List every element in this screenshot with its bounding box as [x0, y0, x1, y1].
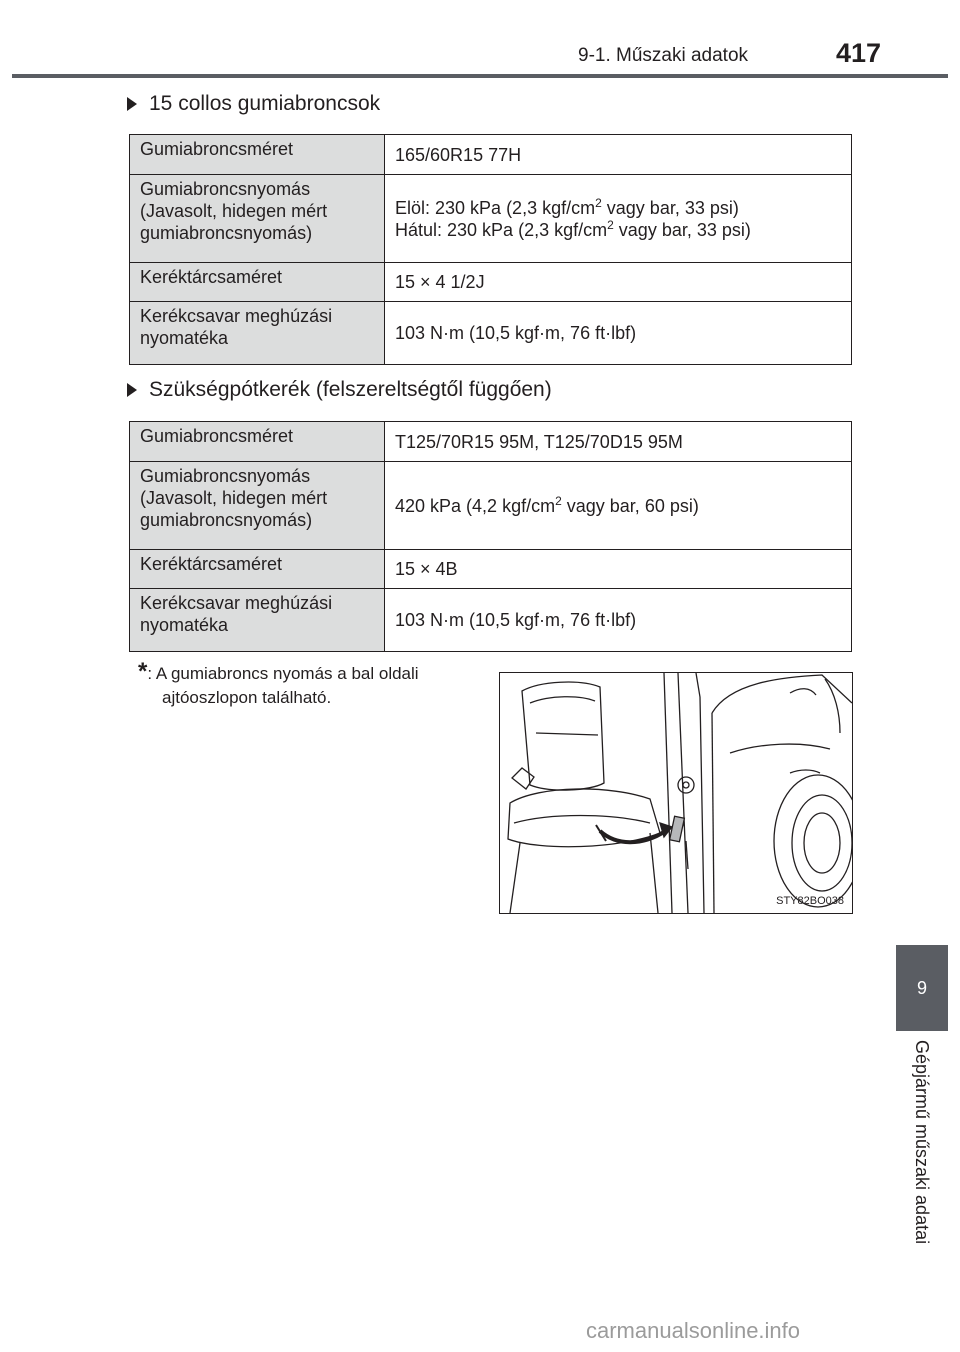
table-row [130, 175, 852, 263]
row-label: Gumiabroncsméret [130, 135, 385, 175]
table-row [130, 462, 852, 550]
car-seat-door-drawing [500, 673, 852, 913]
row-value: 15 × 4B [385, 550, 852, 589]
table-row [130, 550, 852, 589]
row-label: Kerékcsavar meghúzási nyomatéka [130, 302, 385, 365]
row-value: 15 × 4 1/2J [385, 263, 852, 302]
section-heading-text: Szükségpótkerék (felszereltségtől függően) [149, 378, 552, 401]
header-divider [12, 74, 948, 78]
row-value: 420 kPa (4,2 kgf/$cm^2$ vagy bar, 60 psi) [385, 462, 852, 550]
row-label: Gumiabroncsnyomás (Javasolt, hidegen mért gumiabroncsnyomás) [130, 462, 385, 550]
page-number: 417 [836, 38, 882, 68]
row-value: 103 N·m (10,5 kgf·m, 76 ft·lbf) [385, 589, 852, 652]
table-row [130, 302, 852, 365]
footnote-line-2: ajtóoszlopon található. [162, 688, 332, 707]
table-row [130, 135, 852, 175]
row-label: Gumiabroncsnyomás (Javasolt, hidegen mért gumiabroncsnyomás) [130, 175, 385, 263]
section-heading-spare-wheel [127, 378, 552, 402]
section-heading-text: 15 collos gumiabroncsok [149, 92, 381, 115]
section-heading-15-inch [127, 92, 380, 116]
illustration-code: STY82BO038 [776, 895, 844, 907]
row-label: Gumiabroncsméret [130, 422, 385, 462]
watermark: carmanualsonline.info [586, 1318, 801, 1343]
row-label: Keréktárcsaméret [130, 263, 385, 302]
spec-table-15-inch [129, 134, 852, 365]
row-value: T125/70R15 95M, T125/70D15 95M [385, 422, 852, 462]
row-label: Keréktárcsaméret [130, 550, 385, 589]
table-row [130, 422, 852, 462]
footnote-line-1: : A gumiabroncs nyomás a bal oldali [147, 664, 419, 683]
header-title: 9-1. Műszaki adatok [578, 45, 749, 66]
footnote-marker: * [138, 658, 148, 685]
footnote [138, 660, 488, 710]
chapter-tab: 9 [896, 945, 948, 1031]
table-row [130, 589, 852, 652]
pressure-rear: Hátul: 230 kPa (2,3 kgf/$cm^2$ vagy bar, 33 psi) [395, 217, 751, 240]
triangle-bullet-icon [127, 97, 137, 111]
row-label: Kerékcsavar meghúzási nyomatéka [130, 589, 385, 652]
row-value [385, 175, 852, 263]
pressure-front: Elöl: 230 kPa (2,3 kgf/$cm^2$ vagy bar, 33 psi) [395, 195, 739, 218]
door-pillar-illustration [499, 672, 853, 914]
chapter-label: Gépjármű műszaki adatai [912, 1040, 932, 1245]
row-value: 103 N·m (10,5 kgf·m, 76 ft·lbf) [385, 302, 852, 365]
row-value: 165/60R15 77H [385, 135, 852, 175]
triangle-bullet-icon [127, 383, 137, 397]
spec-table-spare-wheel [129, 421, 852, 652]
table-row [130, 263, 852, 302]
